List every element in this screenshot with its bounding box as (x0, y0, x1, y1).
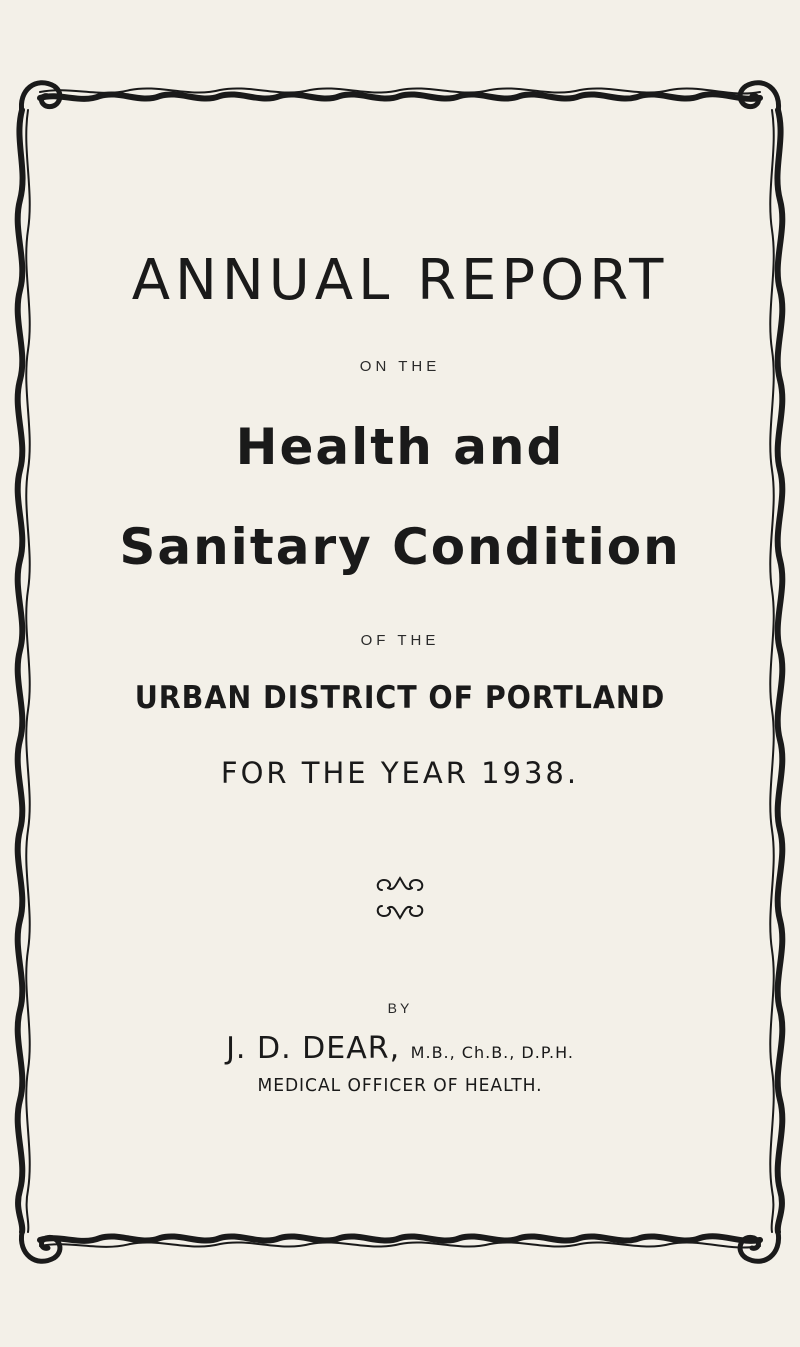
subject-line-2: Sanitary Condition (119, 518, 681, 576)
subject-line-1: Health and (235, 418, 565, 476)
on-the-label: ON THE (359, 358, 441, 375)
year-line: FOR THE YEAR 1938. (220, 756, 580, 790)
author-name: J. D. DEAR, (226, 1031, 401, 1066)
by-label: BY (387, 1000, 413, 1016)
author-qualifications: M.B., Ch.B., D.P.H. (410, 1043, 574, 1062)
author-line (0, 1031, 800, 1066)
district-name: URBAN DISTRICT OF PORTLAND (134, 680, 666, 716)
author-role: MEDICAL OFFICER OF HEALTH. (257, 1075, 543, 1096)
report-title: ANNUAL REPORT (131, 248, 669, 313)
scroll-ornament-icon (368, 866, 432, 930)
of-the-label: OF THE (360, 632, 440, 649)
